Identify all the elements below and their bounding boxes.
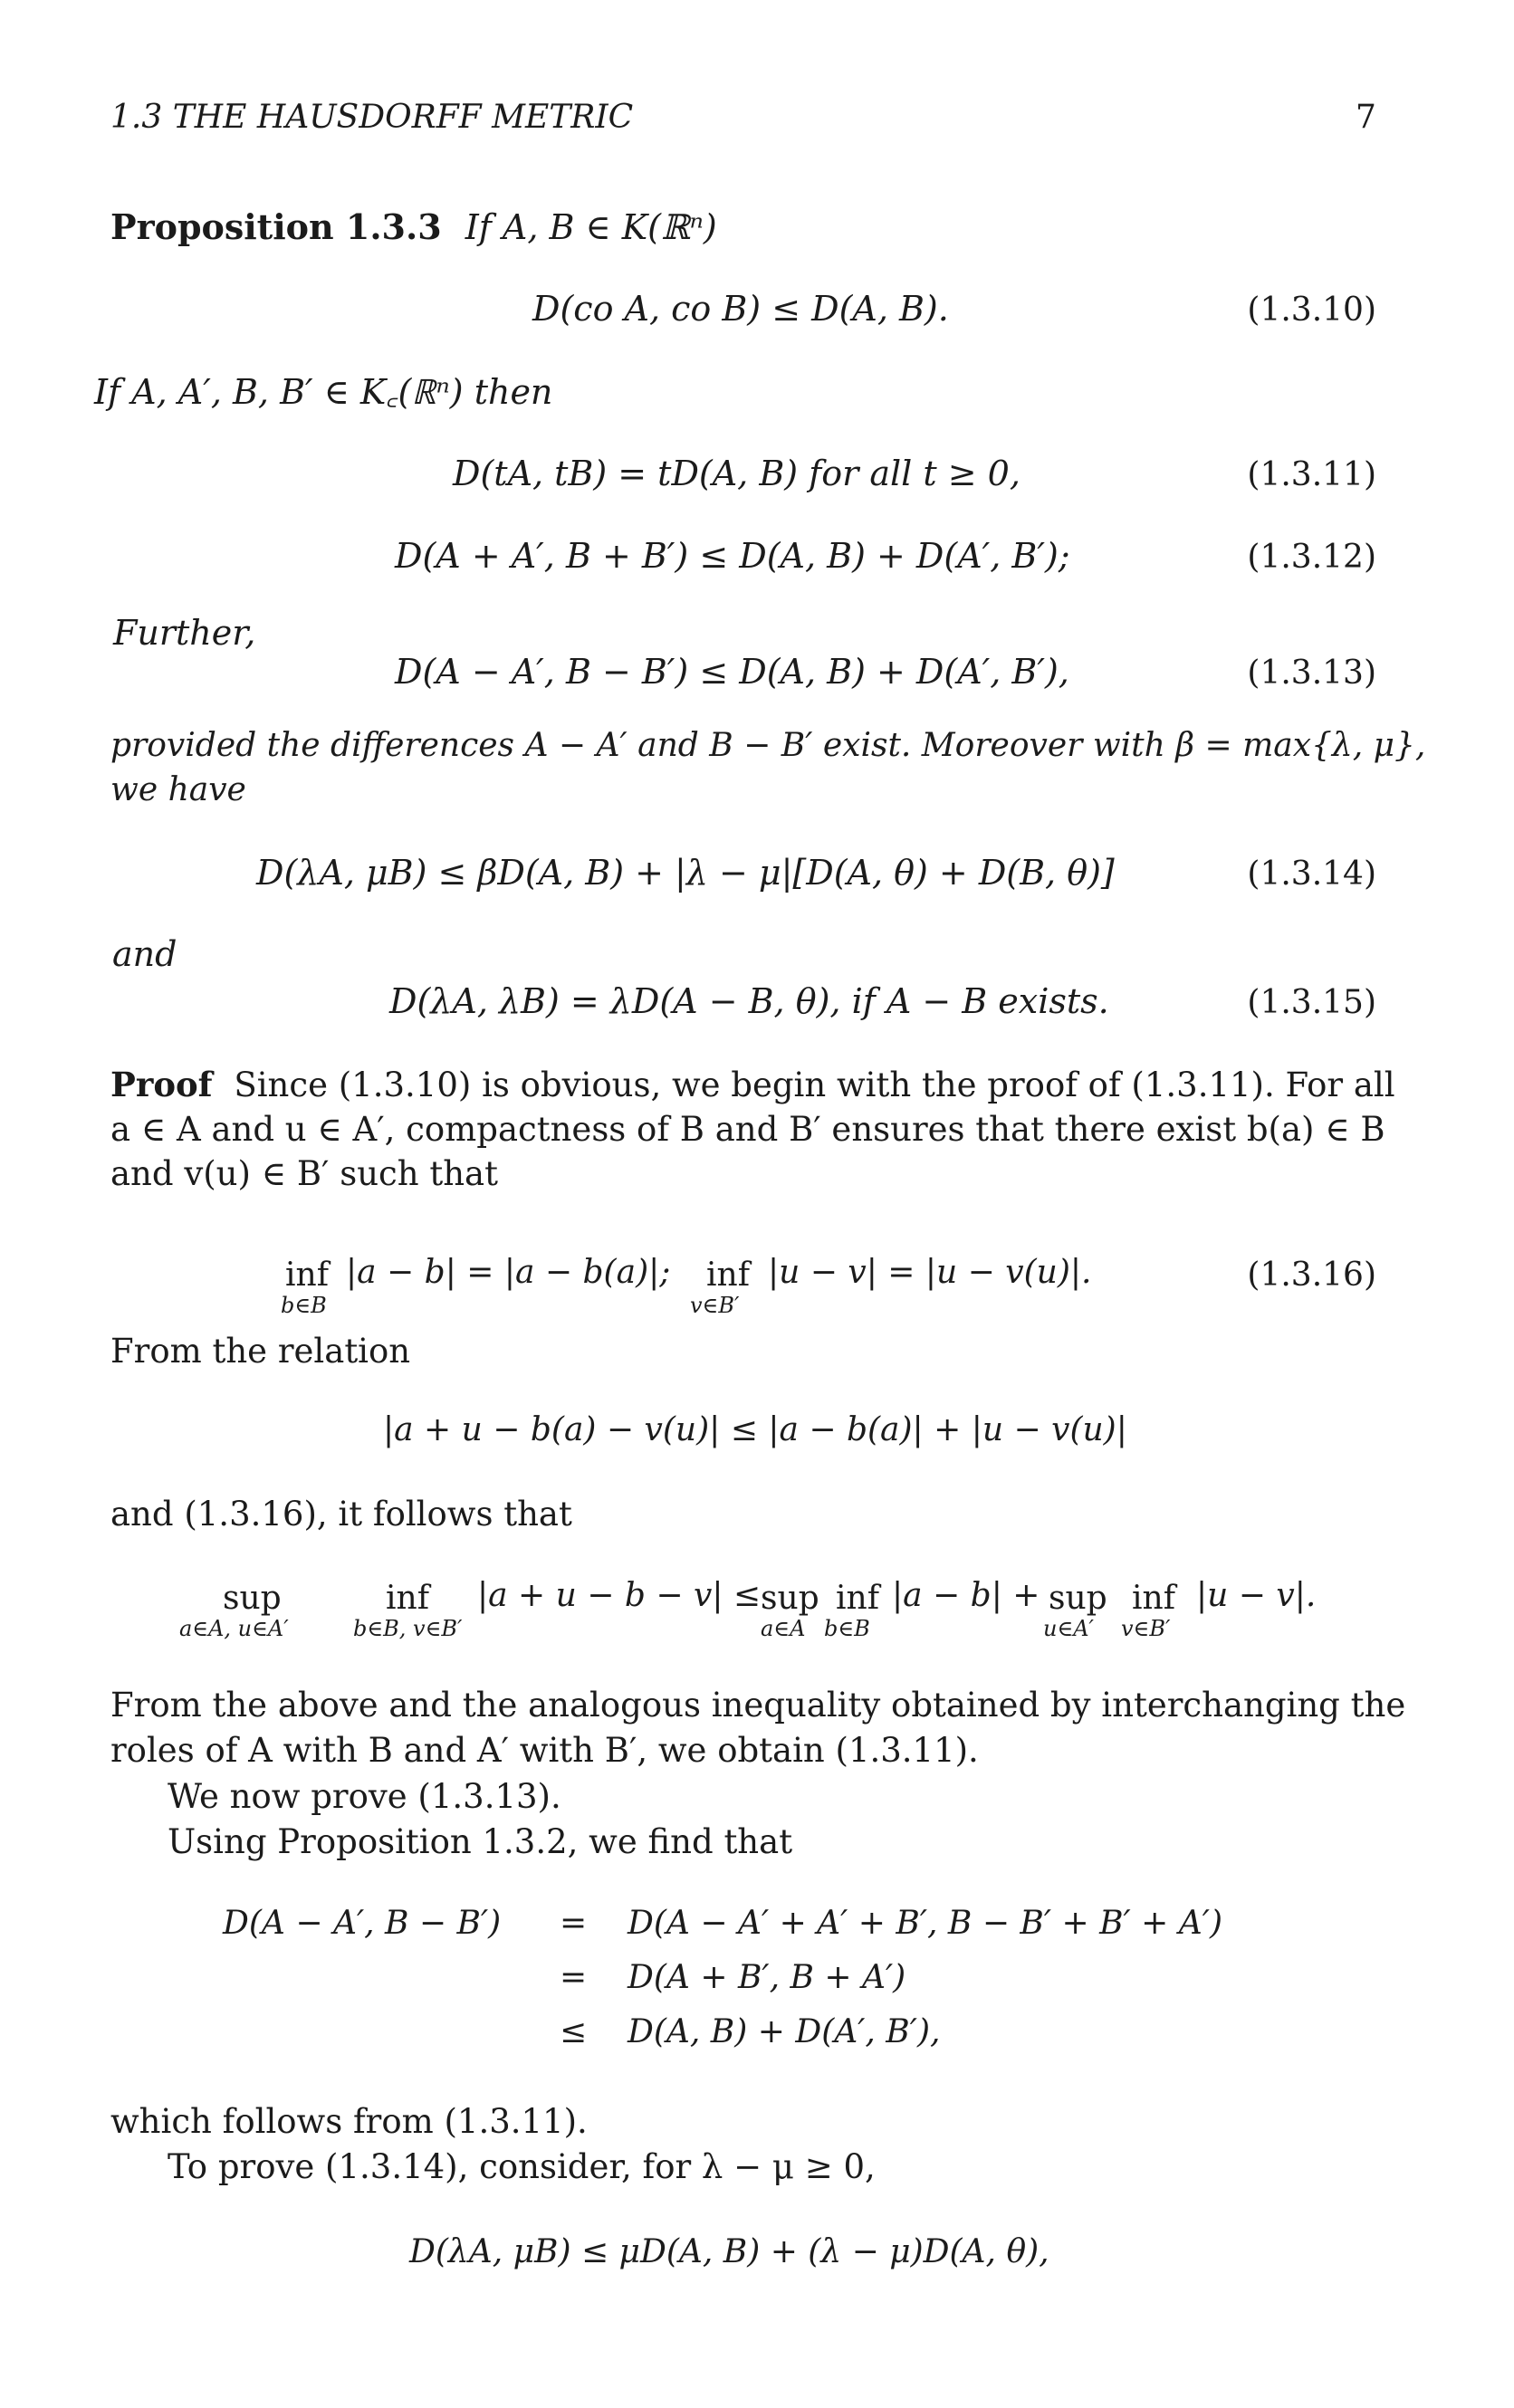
proof-line-1 bbox=[110, 1065, 1395, 1104]
eq-1316-inf-1-subscript: b∈B bbox=[281, 1293, 327, 1318]
equation-number-1-3-10: (1.3.10) bbox=[1247, 291, 1376, 329]
ineq-inf-1: inf bbox=[386, 1580, 430, 1617]
eq-1316-inf-2: inf bbox=[706, 1257, 751, 1294]
final-equation: D(λA, μB) ≤ μD(A, B) + (λ − μ)D(A, θ), bbox=[409, 2233, 1049, 2270]
align-rhs-3: D(A, B) + D(A′, B′), bbox=[628, 2013, 941, 2050]
equation-1-3-15: D(λA, λB) = λD(A − B, θ), if A − B exists. bbox=[389, 981, 1109, 1021]
equation-1-3-11: D(tA, tB) = tD(A, B) for all t ≥ 0, bbox=[453, 454, 1021, 493]
running-header-title: 1.3 THE HAUSDORFF METRIC bbox=[110, 99, 634, 136]
using-proposition-text: Using Proposition 1.3.2, we find that bbox=[168, 1822, 793, 1861]
ineq-sup-3-subscript: u∈A′ bbox=[1043, 1616, 1095, 1641]
ineq-sup-3: sup bbox=[1049, 1580, 1107, 1617]
ineq-inf-2-subscript: b∈B bbox=[824, 1616, 870, 1641]
proof-text-line-3: and v(u) ∈ B′ such that bbox=[110, 1154, 498, 1193]
equation-number-1-3-12: (1.3.12) bbox=[1247, 539, 1376, 576]
align-relation-2: = bbox=[560, 1959, 588, 1996]
align-rhs-1: D(A − A′ + A′ + B′, B − B′ + B′ + A′) bbox=[628, 1905, 1222, 1942]
equation-number-1-3-13: (1.3.13) bbox=[1247, 655, 1376, 692]
equation-1-3-12: D(A + A′, B + B′) ≤ D(A, B) + D(A′, B′); bbox=[395, 536, 1070, 576]
align-relation-1: = bbox=[560, 1905, 588, 1942]
proof-label: Proof bbox=[110, 1065, 213, 1104]
ineq-sup-1-subscript: a∈A, u∈A′ bbox=[179, 1616, 289, 1641]
align-relation-3: ≤ bbox=[560, 2013, 588, 2050]
ineq-inf-3: inf bbox=[1132, 1580, 1176, 1617]
ineq-inf-3-subscript: v∈B′ bbox=[1121, 1616, 1171, 1641]
proposition-intro: If A, B ∈ K(ℝⁿ) bbox=[465, 207, 717, 247]
ineq-term-2: |u − v|. bbox=[1196, 1577, 1317, 1614]
eq-1316-part-b: |u − v| = |u − v(u)|. bbox=[768, 1254, 1092, 1291]
which-follows-text: which follows from (1.3.11). bbox=[110, 2102, 588, 2141]
page-number: 7 bbox=[1356, 99, 1376, 136]
condition-text: If A, A′, B, B′ ∈ K꜀(ℝⁿ) then bbox=[94, 372, 553, 412]
ineq-term-1: |a − b| + bbox=[892, 1577, 1040, 1614]
provided-text-line-2: we have bbox=[110, 771, 246, 808]
equation-number-1-3-15: (1.3.15) bbox=[1247, 984, 1376, 1021]
and-text: and bbox=[112, 934, 177, 974]
further-text: Further, bbox=[113, 613, 256, 653]
ineq-inf-2: inf bbox=[836, 1580, 880, 1617]
ineq-sup-1: sup bbox=[223, 1580, 282, 1617]
from-relation-text: From the relation bbox=[110, 1332, 411, 1371]
eq-1316-inf-2-subscript: v∈B′ bbox=[690, 1293, 740, 1318]
ineq-sup-2-subscript: a∈A bbox=[761, 1616, 806, 1641]
to-prove-text: To prove (1.3.14), consider, for λ − μ ≥ 0, bbox=[168, 2147, 876, 2186]
equation-1-3-10: D(co A, co B) ≤ D(A, B). bbox=[532, 289, 949, 329]
equation-number-1-3-16: (1.3.16) bbox=[1247, 1257, 1376, 1294]
relation-inequality: |a + u − b(a) − v(u)| ≤ |a − b(a)| + |u − v(u)| bbox=[383, 1411, 1127, 1448]
ineq-middle: |a + u − b − v| ≤ bbox=[477, 1577, 762, 1614]
para2-line-2: roles of A with B and A′ with B′, we obtain (1.3.11). bbox=[110, 1731, 979, 1770]
para2-line-1: From the above and the analogous inequality obtained by interchanging the bbox=[110, 1686, 1406, 1725]
align-rhs-2: D(A + B′, B + A′) bbox=[628, 1959, 906, 1996]
proof-text-line-2: a ∈ A and u ∈ A′, compactness of B and B′ ensures that there exist b(a) ∈ B bbox=[110, 1110, 1385, 1149]
align-lhs: D(A − A′, B − B′) bbox=[223, 1905, 502, 1942]
equation-1-3-14: D(λA, μB) ≤ βD(A, B) + |λ − μ|[D(A, θ) + D(B, θ)] bbox=[256, 853, 1115, 893]
eq-1316-inf-1: inf bbox=[285, 1257, 330, 1294]
proof-text-line-1: Since (1.3.10) is obvious, we begin with the proof of (1.3.11). For all bbox=[234, 1065, 1395, 1104]
proposition-label: Proposition 1.3.3 bbox=[110, 206, 442, 247]
ineq-sup-2: sup bbox=[761, 1580, 819, 1617]
ineq-inf-1-subscript: b∈B, v∈B′ bbox=[353, 1616, 463, 1641]
equation-number-1-3-11: (1.3.11) bbox=[1247, 456, 1376, 493]
provided-text-line-1: provided the differences A − A′ and B − B′ exist. Moreover with β = max{λ, μ}, bbox=[110, 727, 1426, 764]
now-prove-text: We now prove (1.3.13). bbox=[168, 1777, 561, 1816]
equation-1-3-13: D(A − A′, B − B′) ≤ D(A, B) + D(A′, B′), bbox=[395, 652, 1069, 692]
and-follows-text: and (1.3.16), it follows that bbox=[110, 1495, 572, 1534]
proposition-heading bbox=[110, 206, 717, 247]
eq-1316-part-a: |a − b| = |a − b(a)|; bbox=[346, 1254, 671, 1291]
equation-number-1-3-14: (1.3.14) bbox=[1247, 855, 1376, 893]
